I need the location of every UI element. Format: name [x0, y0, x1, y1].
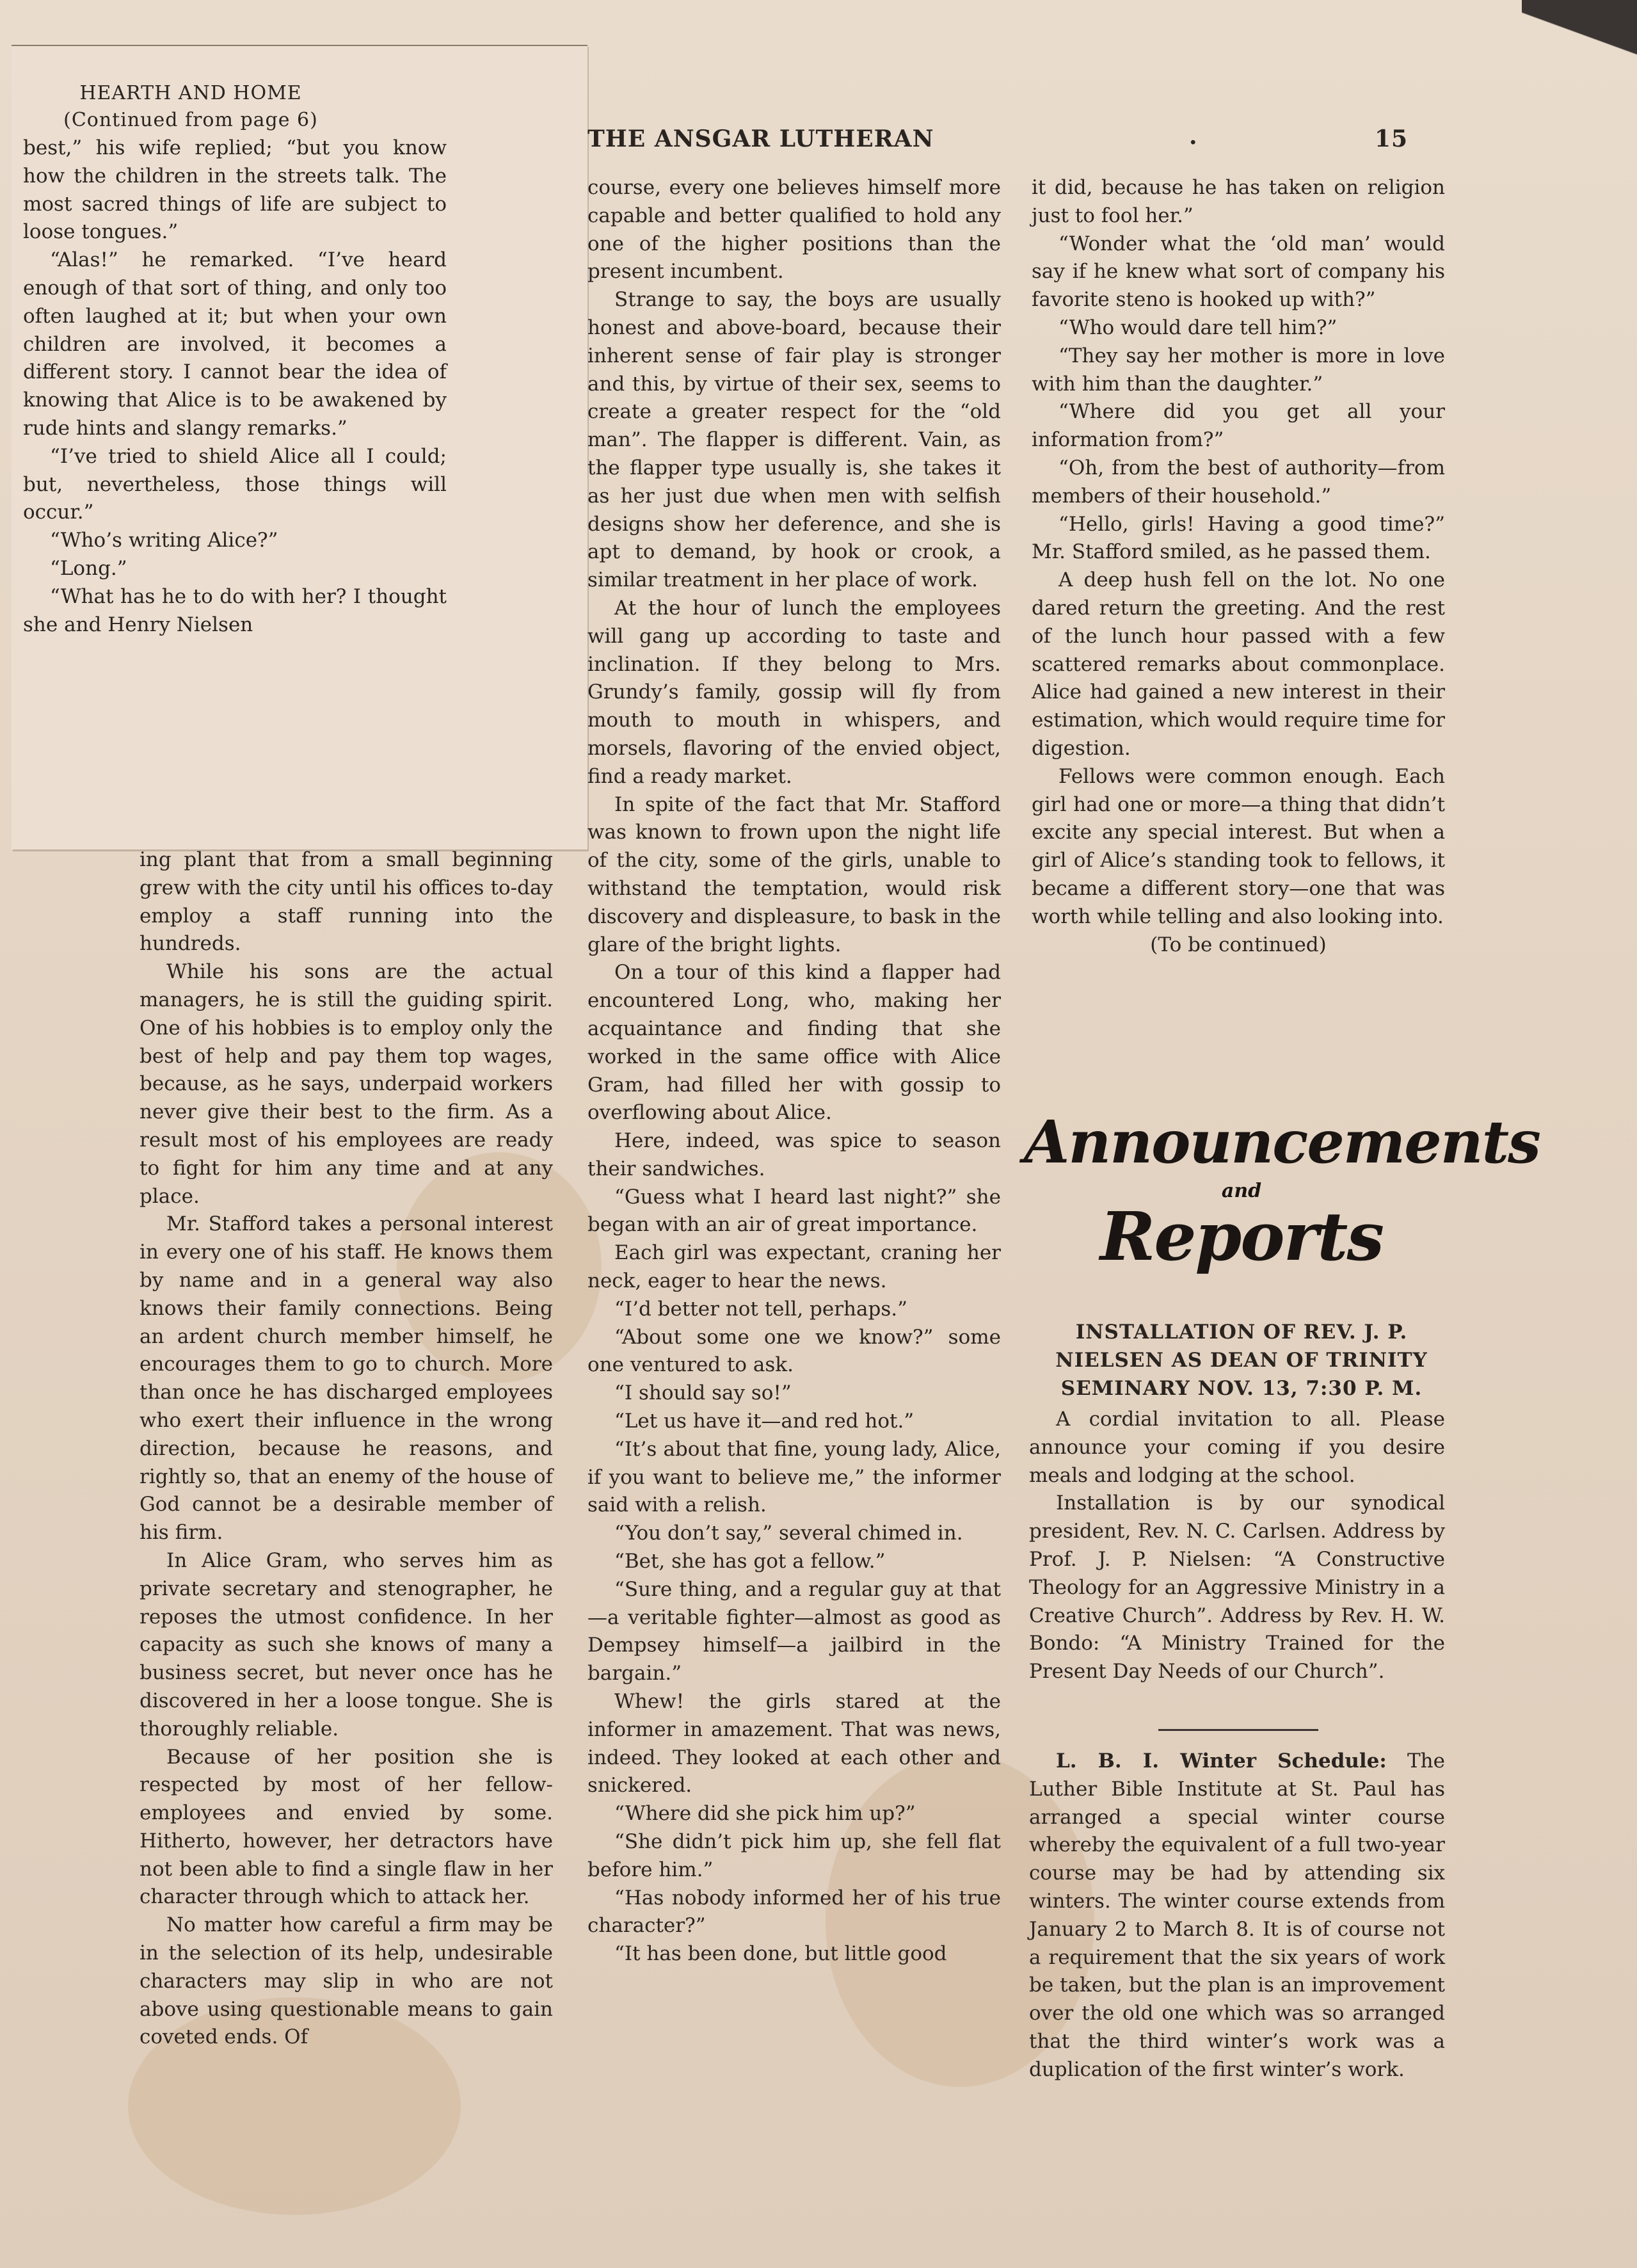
paragraph: “Long.”: [50, 556, 127, 580]
clipping-text: [23, 134, 447, 639]
paragraph: At the hour of lunch the employees will gang up according to taste and inclination. If they belong to Mrs. Grundy’s family, gossip will fly from mouth to mouth in whispers, and morsels, flavoring of the envied object, find a ready market.: [587, 596, 1001, 788]
paragraph: “Oh, from the best of authority—from members of their household.”: [1032, 456, 1445, 508]
paragraph: “Guess what I heard last night?” she began with an air of great importance.: [587, 1185, 1001, 1237]
paragraph: Here, indeed, was spice to season their sandwiches.: [587, 1129, 1001, 1180]
paragraph: “Wonder what the ‘old man’ would say if he knew what sort of company his favorite steno is hooked up with?”: [1032, 232, 1445, 312]
paragraph: “You don’t say,” several chimed in.: [614, 1522, 963, 1545]
column-2: [587, 174, 1001, 1968]
paragraph: Whew! the girls stared at the informer in amazement. That was news, indeed. They looked at each other and snickered.: [587, 1690, 1001, 1798]
paragraph: While his sons are the actual managers, he is still the guiding spirit. One of his hobbies is to employ only the best of help and pay them top wages, because, as he says, underpaid workers never give their best to the firm. As a result most of his employees are ready to fight for him any time and at any place.: [140, 960, 553, 1208]
paragraph: ing plant that from a small beginning grew with the city until his offices to-day employ a staff running into the hundreds.: [140, 848, 553, 956]
pasted-clipping: [12, 45, 587, 849]
paragraph: A deep hush fell on the lot. No one dared return the greeting. And the rest of the lunch hour passed with a few scattered remarks about commonplace. Alice had gained a new interest in their estimation, which would require time for digestion.: [1032, 568, 1445, 760]
paragraph: “What has he to do with her? I thought she and Henry Nielsen: [23, 584, 447, 636]
paragraph: Fellows were common enough. Each girl had one or more—a thing that didn’t excite any special interest. But when a girl of Alice’s standing took to fellows, it became a different story—one that was worth while telling and also looking into.: [1032, 764, 1445, 928]
paragraph: course, every one believes himself more capable and better qualified to hold any one of the higher positions than the present incumbent.: [587, 176, 1001, 284]
lbi-text: The Luther Bible Institute at St. Paul has arranged a special winter course whereby the equivalent of a full two-year course may be had by attending six winters. The winter course extends from January 2 to March 8. It is of course not a requirement that the six years of work be taken, but the plan is an improvement over the old one which was so arranged that the third winter’s work was a duplication of the first winter’s work.: [1029, 1749, 1445, 2081]
paragraph: “She didn’t pick him up, she fell flat before him.”: [587, 1830, 1001, 1881]
paragraph: “I should say so!”: [614, 1381, 792, 1405]
paragraph: Strange to say, the boys are usually honest and above-board, because their inherent sense of fair play is stronger and this, by virtue of their sex, seems to create a greater respect for the “old man”. The flapper is different. Vain, as the flapper type usually is, she takes it as her just due when men with selfish designs show her deference, and she is apt to demand, by hook or crook, a similar treatment in her place of work.: [587, 288, 1001, 592]
paragraph: Because of her position she is respected by most of her fellow-employees and envied by some. Hitherto, however, her detractors have not been able to find a single flaw in her character through which to attack her.: [140, 1745, 553, 1909]
paragraph: On a tour of this kind a flapper had encountered Long, who, making her acquaintance and finding that she worked in the same office with Alice Gram, had filled her with gossip to overflowing about Alice.: [587, 961, 1001, 1125]
lbi-title: L. B. I. Winter Schedule:: [1056, 1749, 1387, 1773]
installation-notice: [1029, 1406, 1445, 1686]
paragraph: In Alice Gram, who serves him as private secretary and stenographer, he reposes the utmost confidence. In her capacity as such she knows of many a business secret, but never once has he discovered in her a loose tongue. She is thoroughly reliable.: [140, 1548, 553, 1741]
folded-corner: [1522, 0, 1637, 70]
paragraph: [1029, 1748, 1445, 2084]
paragraph: it did, because he has taken on religion just to fool her.”: [1032, 176, 1445, 227]
section-title: HEARTH AND HOME: [79, 82, 302, 104]
paragraph: “About some one we know?” some one ventured to ask.: [587, 1325, 1001, 1377]
to-be-continued: (To be continued): [1150, 933, 1327, 956]
paragraph: A cordial invitation to all. Please announce your coming if you desire meals and lodging at the school.: [1029, 1408, 1445, 1487]
publication-name: THE ANSGAR LUTHERAN: [587, 125, 934, 152]
paragraph: Mr. Stafford takes a personal interest in every one of his staff. He knows them by name and in a general way also knows their family connections. Being an ardent church member himself, he encourages them to go to church. More than once he has discharged employees who exert their influence in the wrong direction, because he reasons, and rightly so, that an enemy of the house of God cannot be a desirable member of his firm.: [140, 1212, 553, 1545]
paragraph: “I’d better not tell, perhaps.”: [614, 1297, 907, 1321]
lbi-schedule-notice: [1029, 1748, 1445, 2084]
paragraph: “Alas!” he remarked. “I’ve heard enough of that sort of thing, and only too often laughed at it; but when your own children are involved, it becomes a different story. I cannot bear the idea of knowing that Alice is to be awakened by rude hints and slangy remarks.”: [23, 248, 447, 440]
column-3: [1032, 174, 1445, 959]
divider-rule: [1158, 1729, 1318, 1731]
paragraph: “Hello, girls! Having a good time?” Mr. Stafford smiled, as he passed them.: [1032, 512, 1445, 564]
paragraph: “It has been done, but little good: [614, 1942, 947, 1966]
paragraph: “Where did she pick him up?”: [614, 1802, 916, 1826]
announcements-banner-word: Announcements: [1024, 1107, 1540, 1177]
paragraph: “I’ve tried to shield Alice all I could; but, nevertheless, those things will occur.”: [23, 444, 447, 524]
paragraph: Installation is by our synodical president, Rev. N. C. Carlsen. Address by Prof. J. P. Nielsen: “A Constructive Theology for an Aggressive Ministry in a Creative Church”. Address by Rev. H. W. Bondo: “A Ministry Trained for the Present Day Needs of our Church”.: [1029, 1492, 1445, 1684]
paragraph: “Where did you get all your information from?”: [1032, 400, 1445, 452]
page-number: 15: [1375, 125, 1409, 152]
paragraph: “Who’s writing Alice?”: [50, 529, 278, 552]
paragraph: “Who would dare tell him?”: [1058, 316, 1338, 339]
paragraph: Each girl was expectant, craning her neck, eager to hear the news.: [587, 1241, 1001, 1293]
masthead-dot: .: [1189, 123, 1198, 150]
paragraph: In spite of the fact that Mr. Stafford was known to frown upon the night life of the city, some of the girls, unable to withstand the temptation, would risk discovery and displeasure, to bask in the glare of the bright lights.: [587, 792, 1001, 956]
paragraph: “It’s about that fine, young lady, Alice, if you want to believe me,” the informer said with a relish.: [587, 1437, 1001, 1517]
paragraph: “Has nobody informed her of his true character?”: [587, 1886, 1001, 1938]
paragraph: “Sure thing, and a regular guy at that—a veritable fighter—almost as good as Dempsey himself—a jailbird in the bargain.”: [587, 1577, 1001, 1685]
paragraph: “Let us have it—and red hot.”: [614, 1410, 914, 1433]
paragraph: best,” his wife replied; “but you know how the children in the streets talk. The most sacred things of life are subject to loose tongues.”: [23, 136, 447, 244]
paragraph: “Bet, she has got a fellow.”: [614, 1550, 886, 1573]
paragraph: “They say her mother is more in love with him than the daughter.”: [1032, 344, 1445, 396]
installation-heading: INSTALLATION OF REV. J. P. NIELSEN AS DEAN OF TRINITY SEMINARY NOV. 13, 7:30 P. M.: [1055, 1321, 1428, 1400]
continued-note: (Continued from page 6): [63, 109, 318, 131]
announcements-banner-and: and: [1221, 1180, 1262, 1202]
reports-banner-word: Reports: [1099, 1197, 1384, 1276]
paragraph: No matter how careful a firm may be in the selection of its help, undesirable characters may slip in who are not above using questionable means to gain coveted ends. Of: [140, 1913, 553, 2049]
column-1: [140, 846, 553, 2052]
